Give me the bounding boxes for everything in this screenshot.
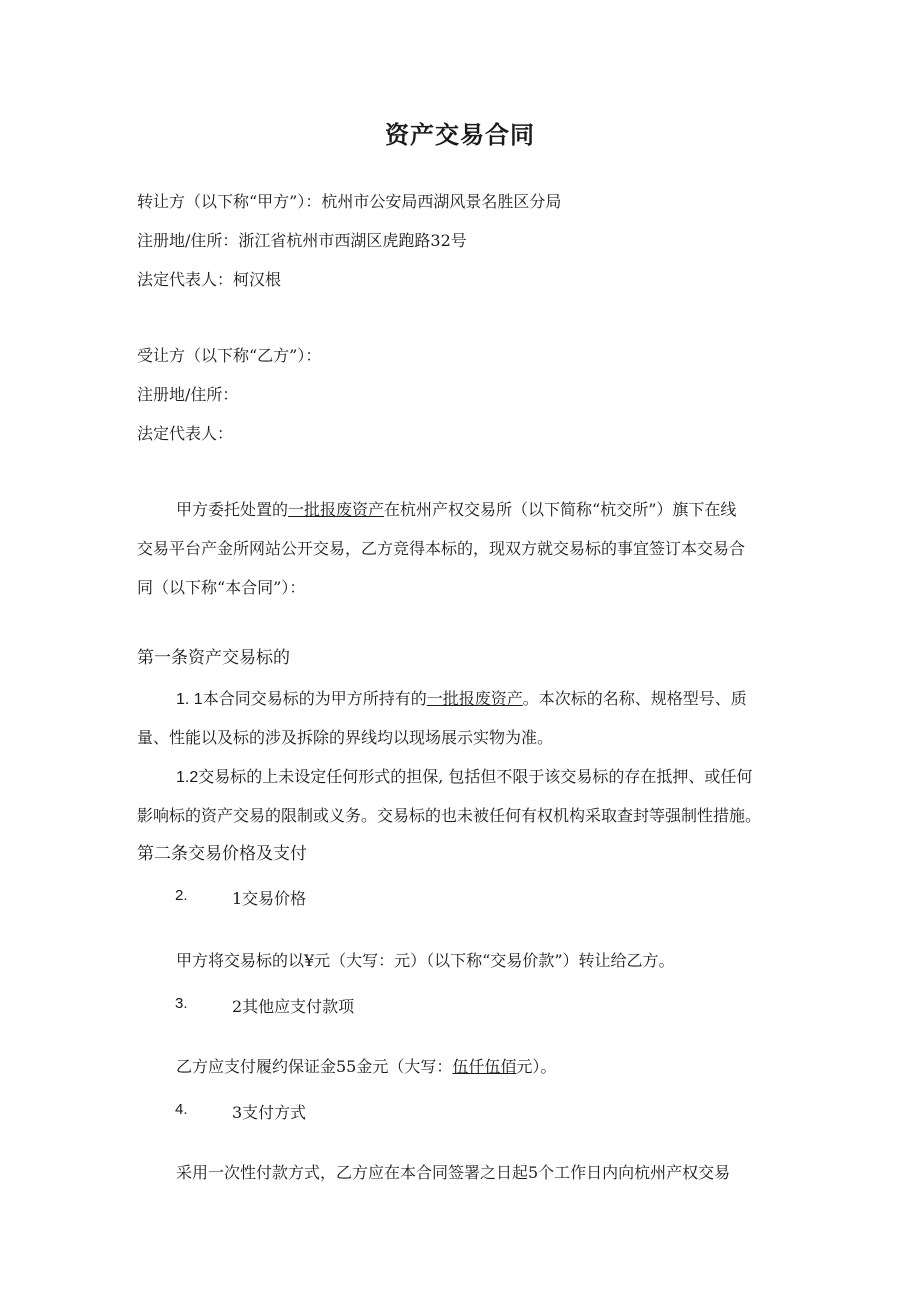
clause-number: 1.2 <box>176 769 199 786</box>
price-text: 甲方将交易标的以¥元（大写：元）（以下称“交易价款”）转让给乙方。 <box>176 951 675 970</box>
sub-number: 2. <box>175 887 188 904</box>
clause-1-1-line-1 <box>176 688 747 711</box>
clause-text: 。本次标的名称、规格型号、质 <box>522 689 747 708</box>
transferor-line: 转让方（以下称“甲方”）：杭州市公安局西湖风景名胜区分局 <box>137 192 562 211</box>
deposit-text-post: 元）。 <box>516 1057 557 1076</box>
clause-text: 本合同交易标的为甲方所持有的 <box>202 689 427 708</box>
article-2-heading: 第二条交易价格及支付 <box>137 844 307 864</box>
intro-text: 在杭州产权交易所（以下简称“杭交所”）旗下在线 <box>384 500 737 519</box>
intro-line-2: 交易平台产金所网站公开交易，乙方竞得本标的，现双方就交易标的事宜签订本交易合 <box>137 539 746 558</box>
clause-text: 交易标的上未设定任何形式的担保, 包括但不限于该交易标的存在抵押、或任何 <box>198 767 753 786</box>
article-1-heading: 第一条资产交易标的 <box>137 648 290 668</box>
sub-label-price: 1交易价格 <box>232 889 307 908</box>
clause-number: 1. 1 <box>176 691 203 708</box>
transferee-line: 受让方（以下称“乙方”）： <box>137 346 322 365</box>
asset-underlined: 一批报废资产 <box>288 500 385 519</box>
sub-number: 4. <box>175 1101 188 1118</box>
sub-label-payment-method: 3支付方式 <box>232 1103 307 1122</box>
party-a-representative: 法定代表人：柯汉根 <box>137 270 282 289</box>
intro-line-1 <box>176 499 736 521</box>
intro-line-3: 同（以下称“本合同”）： <box>137 578 306 597</box>
asset-underlined: 一批报废资产 <box>426 689 523 708</box>
clause-1-1-line-2: 量、性能以及标的涉及拆除的界线均以现场展示实物为准。 <box>137 728 554 747</box>
clause-1-2-line-2: 影响标的资产交易的限制或义务。交易标的也未被任何有权机构采取查封等强制性措施。 <box>137 806 762 825</box>
deposit-text <box>176 1056 556 1078</box>
party-b-address: 注册地/住所： <box>137 385 239 404</box>
payment-method-text: 采用一次性付款方式，乙方应在本合同签署之日起5个工作日内向杭州产权交易 <box>176 1163 731 1182</box>
sub-number: 3. <box>175 995 188 1012</box>
party-b-representative: 法定代表人： <box>137 424 234 443</box>
document-title: 资产交易合同 <box>385 121 535 149</box>
intro-text: 甲方委托处置的 <box>176 500 289 519</box>
party-a-address: 注册地/住所：浙江省杭州市西湖区虎跑路32号 <box>137 231 467 250</box>
clause-1-2-line-1 <box>176 766 752 789</box>
deposit-amount-underlined: 伍仟伍佰 <box>452 1057 517 1076</box>
sub-label-other-payments: 2其他应支付款项 <box>232 997 355 1016</box>
deposit-text-pre: 乙方应支付履约保证金55金元（大写： <box>176 1057 453 1076</box>
